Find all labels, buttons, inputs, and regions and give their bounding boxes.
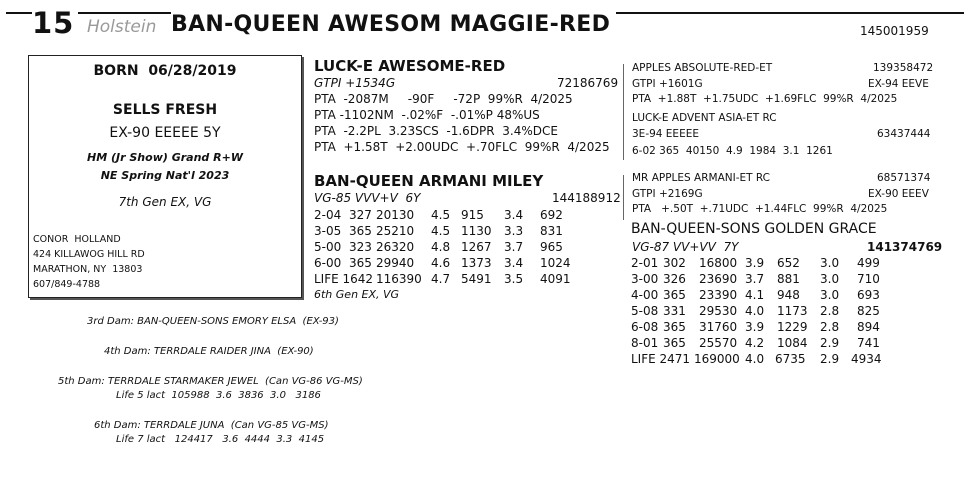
dam-sire-class: EX-90 EEEV xyxy=(868,188,929,200)
dam-sire-pta: PTA +.50T +.71UDC +1.44FLC 99%R 4/2025 xyxy=(632,203,888,215)
sixth-dam: 6th Dam: TERRDALE JUNA (Can VG-85 VG-MS) xyxy=(94,420,329,431)
lot-number: 15 xyxy=(32,6,78,40)
sire-sire-gtpi: GTPI +1601G xyxy=(632,78,703,90)
classification: EX-90 EEEEE 5Y xyxy=(109,125,221,141)
sire-pta-line: PTA -2.2PL 3.23SCS -1.6DPR 3.4%DCE xyxy=(314,124,558,138)
owner-address: 424 KILLAWOG HILL RD xyxy=(33,249,145,260)
record-cell: 23390 xyxy=(699,288,738,302)
record-cell: 4.2 xyxy=(745,336,765,350)
record-cell: LIFE 2471 xyxy=(631,352,691,366)
birth-date: BORN 06/28/2019 xyxy=(93,63,237,79)
record-cell: 4-00 xyxy=(631,288,659,302)
record-cell: 1267 xyxy=(461,240,492,254)
record-cell: 4.5 xyxy=(431,208,451,222)
record-cell: 8-01 xyxy=(631,336,659,350)
honor-1: HM (Jr Show) Grand R+W xyxy=(87,151,243,164)
sire-dam-reg: 63437444 xyxy=(877,128,931,140)
record-cell: 3.3 xyxy=(504,224,524,238)
record-cell: 831 xyxy=(540,224,563,238)
record-cell: 29940 xyxy=(376,256,415,270)
record-cell: 1084 xyxy=(777,336,808,350)
record-cell: 6-00 xyxy=(314,256,342,270)
record-cell: 25570 xyxy=(699,336,738,350)
record-cell: 25210 xyxy=(376,224,415,238)
record-cell: 365 xyxy=(663,320,686,334)
record-cell: 1229 xyxy=(777,320,808,334)
record-cell: 3.9 xyxy=(745,320,765,334)
dam-generation: 6th Gen EX, VG xyxy=(314,288,400,301)
record-cell: 365 xyxy=(349,224,372,238)
record-cell: 365 xyxy=(663,288,686,302)
sire-pta-line: PTA +1.58T +2.00UDC +.70FLC 99%R 4/2025 xyxy=(314,140,610,154)
record-cell: 326 xyxy=(663,272,686,286)
owner-name: CONOR HOLLAND xyxy=(33,234,121,245)
record-cell: 116390 xyxy=(376,272,422,286)
sire-sire-pta: PTA +1.88T +1.75UDC +1.69FLC 99%R 4/2025 xyxy=(632,93,898,105)
dam-dam-reg: 141374769 xyxy=(867,240,943,254)
breed-label: Holstein xyxy=(87,17,162,37)
record-cell: 3-00 xyxy=(631,272,659,286)
record-cell: 5-08 xyxy=(631,304,659,318)
dam-name: BAN-QUEEN ARMANI MILEY xyxy=(314,172,544,190)
record-cell: 3.4 xyxy=(504,256,524,270)
record-cell: 881 xyxy=(777,272,800,286)
record-cell: 6-08 xyxy=(631,320,659,334)
sire-dam-class: 3E-94 EEEEE xyxy=(632,128,699,140)
fifth-dam-life: Life 5 lact 105988 3.6 3836 3.0 3186 xyxy=(116,390,321,401)
dam-dam-class: VG-87 VV+VV 7Y xyxy=(632,240,739,254)
record-cell: 3.0 xyxy=(820,288,840,302)
record-cell: 4934 xyxy=(851,352,882,366)
record-cell: 3.5 xyxy=(504,272,524,286)
record-cell: 4.0 xyxy=(745,352,765,366)
third-dam: 3rd Dam: BAN-QUEEN-SONS EMORY ELSA (EX-93) xyxy=(87,316,339,327)
record-cell: 302 xyxy=(663,256,686,270)
record-cell: 894 xyxy=(857,320,880,334)
sire-sire-class: EX-94 EEVE xyxy=(868,78,929,90)
record-cell: 3.7 xyxy=(504,240,524,254)
record-cell: 4.1 xyxy=(745,288,765,302)
sixth-dam-life: Life 7 lact 124417 3.6 4444 3.3 4145 xyxy=(116,434,325,445)
record-cell: 31760 xyxy=(699,320,738,334)
record-cell: 1130 xyxy=(461,224,492,238)
dam-dam-name: BAN-QUEEN-SONS GOLDEN GRACE xyxy=(631,221,877,237)
record-cell: 710 xyxy=(857,272,880,286)
fourth-dam: 4th Dam: TERRDALE RAIDER JINA (EX-90) xyxy=(104,346,314,357)
record-cell: 5491 xyxy=(461,272,492,286)
record-cell: 4.5 xyxy=(431,224,451,238)
record-cell: 29530 xyxy=(699,304,738,318)
sire-reg: 72186769 xyxy=(557,76,619,90)
record-cell: 1373 xyxy=(461,256,492,270)
sire-sire-name: APPLES ABSOLUTE-RED-ET xyxy=(632,62,773,74)
sire-dam-name: LUCK-E ADVENT ASIA-ET RC xyxy=(632,112,777,124)
sire-sire-reg: 139358472 xyxy=(873,62,934,74)
record-cell: 915 xyxy=(461,208,484,222)
record-cell: 4.7 xyxy=(431,272,451,286)
registration-number: 145001959 xyxy=(860,24,929,38)
record-cell: 3.4 xyxy=(504,208,524,222)
record-cell: LIFE 1642 xyxy=(314,272,374,286)
record-cell: 825 xyxy=(857,304,880,318)
record-cell: 20130 xyxy=(376,208,415,222)
animal-name: BAN-QUEEN AWESOM MAGGIE-RED xyxy=(171,12,616,37)
record-cell: 965 xyxy=(540,240,563,254)
record-cell: 365 xyxy=(349,256,372,270)
record-cell: 4.8 xyxy=(431,240,451,254)
record-cell: 2.9 xyxy=(820,336,840,350)
dam-sire-reg: 68571374 xyxy=(877,172,931,184)
dam-reg: 144188912 xyxy=(552,191,621,205)
record-cell: 23690 xyxy=(699,272,738,286)
record-cell: 6735 xyxy=(775,352,806,366)
pedigree-connector xyxy=(623,64,624,160)
record-cell: 3.7 xyxy=(745,272,765,286)
record-cell: 4.0 xyxy=(745,304,765,318)
info-box xyxy=(28,55,302,298)
record-cell: 327 xyxy=(349,208,372,222)
record-cell: 3.0 xyxy=(820,272,840,286)
record-cell: 16800 xyxy=(699,256,738,270)
record-cell: 2-04 xyxy=(314,208,342,222)
record-cell: 652 xyxy=(777,256,800,270)
sire-pta-line: PTA -1102NM -.02%F -.01%P 48%US xyxy=(314,108,540,122)
record-cell: 1173 xyxy=(777,304,808,318)
sells-status: SELLS FRESH xyxy=(112,102,218,118)
dam-sire-name: MR APPLES ARMANI-ET RC xyxy=(632,172,770,184)
record-cell: 948 xyxy=(777,288,800,302)
record-cell: 331 xyxy=(663,304,686,318)
record-cell: 3.0 xyxy=(820,256,840,270)
record-cell: 4091 xyxy=(540,272,571,286)
record-cell: 1024 xyxy=(540,256,571,270)
dam-sire-gtpi: GTPI +2169G xyxy=(632,188,703,200)
dam-class: VG-85 VVV+V 6Y xyxy=(314,191,421,205)
record-cell: 499 xyxy=(857,256,880,270)
record-cell: 4.6 xyxy=(431,256,451,270)
record-cell: 3.9 xyxy=(745,256,765,270)
pedigree-connector xyxy=(623,175,624,220)
record-cell: 3-05 xyxy=(314,224,342,238)
record-cell: 693 xyxy=(857,288,880,302)
sire-gtpi: GTPI +1534G xyxy=(314,76,396,90)
record-cell: 2.9 xyxy=(820,352,840,366)
sire-dam-record: 6-02 365 40150 4.9 1984 3.1 1261 xyxy=(632,145,833,157)
record-cell: 365 xyxy=(663,336,686,350)
owner-city: MARATHON, NY 13803 xyxy=(33,264,143,275)
record-cell: 2.8 xyxy=(820,320,840,334)
record-cell: 692 xyxy=(540,208,563,222)
sire-pta-line: PTA -2087M -90F -72P 99%R 4/2025 xyxy=(314,92,573,106)
record-cell: 2.8 xyxy=(820,304,840,318)
honor-2: NE Spring Nat'l 2023 xyxy=(100,169,230,182)
record-cell: 741 xyxy=(857,336,880,350)
record-cell: 5-00 xyxy=(314,240,342,254)
record-cell: 323 xyxy=(349,240,372,254)
record-cell: 169000 xyxy=(694,352,740,366)
generation: 7th Gen EX, VG xyxy=(118,195,212,209)
record-cell: 2-01 xyxy=(631,256,659,270)
owner-phone: 607/849-4788 xyxy=(33,279,101,290)
record-cell: 26320 xyxy=(376,240,415,254)
fifth-dam: 5th Dam: TERRDALE STARMAKER JEWEL (Can VG-86 VG-MS) xyxy=(58,376,363,387)
sire-name: LUCK-E AWESOME-RED xyxy=(314,57,506,75)
